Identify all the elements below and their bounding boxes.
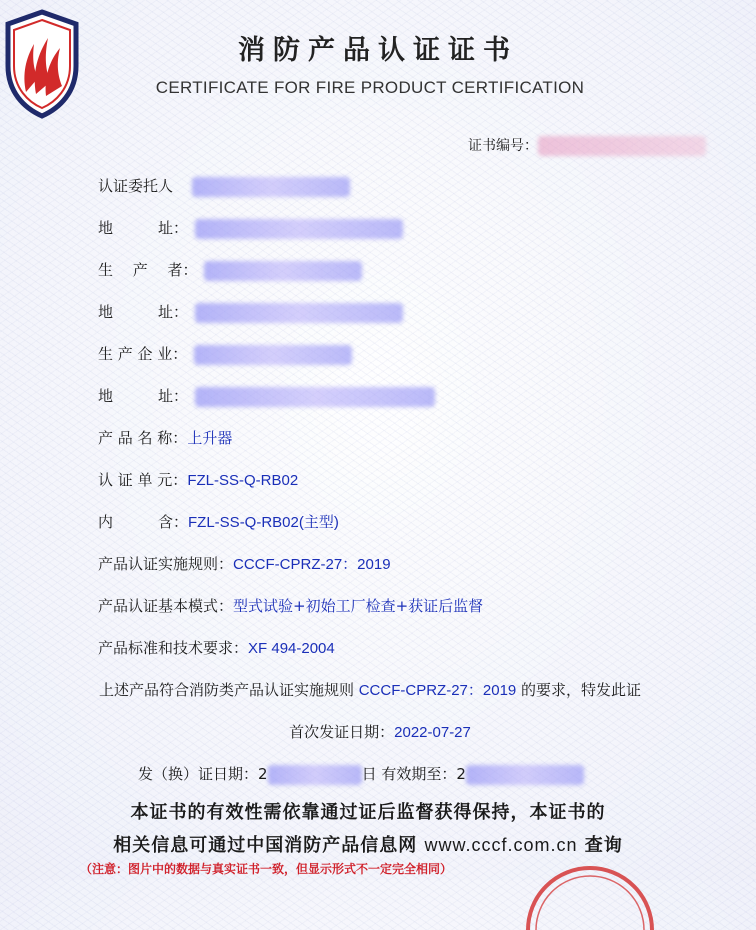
field-label: 产品认证基本模式： — [98, 597, 234, 615]
field-production-enterprise — [98, 343, 352, 365]
certificate-number-label: 证书编号： — [468, 138, 538, 154]
field-enterprise-address — [98, 385, 435, 407]
certificate-title-cn: 消防产品认证证书 — [238, 35, 518, 66]
field-certification-mode — [98, 595, 483, 617]
field-manufacturer — [98, 259, 362, 281]
field-value: FZL-SS-Q-RB02 — [187, 472, 299, 489]
redacted-value — [194, 345, 352, 365]
certificate-title-en: CERTIFICATE FOR FIRE PRODUCT CERTIFICATION — [155, 78, 585, 97]
redacted-value — [195, 219, 403, 239]
field-label: 地 址： — [98, 387, 189, 405]
official-seal-icon — [520, 850, 660, 930]
redacted-certificate-number — [538, 136, 706, 156]
redacted-value — [192, 177, 350, 197]
field-label: 认 证 单 元： — [98, 471, 188, 489]
field-label: 生 产 者： — [98, 261, 198, 279]
field-certification-unit — [98, 469, 298, 491]
issue-date-start: 2 — [258, 765, 268, 783]
redacted-valid-until — [466, 765, 584, 785]
notice-text-b: 查询 — [577, 835, 623, 856]
field-value: FZL-SS-Q-RB02(主型) — [188, 514, 339, 531]
field-label: 生 产 企 业： — [98, 345, 188, 363]
field-value: 型式试验+初始工厂检查+获证后监督 — [233, 597, 484, 615]
validity-notice-line1: 本证书的有效性需依靠通过证后监督获得保持，本证书的 — [130, 802, 606, 823]
conformity-rule: CCCF-CPRZ-27：2019 — [358, 682, 517, 699]
redacted-value — [204, 261, 362, 281]
valid-until-start: 2 — [456, 765, 466, 783]
valid-until-label: 有效期至： — [381, 765, 457, 783]
field-label: 地 址： — [98, 219, 189, 237]
issue-date-label: 发（换）证日期： — [138, 765, 259, 783]
first-issue-date — [10, 721, 750, 743]
field-label: 产品认证实施规则： — [98, 555, 234, 573]
info-website-link[interactable]: www.cccf.com.cn — [424, 835, 578, 855]
field-label: 产 品 名 称： — [98, 429, 188, 447]
issue-date-end: 日 — [361, 765, 377, 783]
field-manufacturer-address — [98, 301, 403, 323]
field-label: 内 含： — [98, 513, 189, 531]
field-standard — [98, 637, 335, 659]
field-implementation-rule — [98, 553, 391, 575]
field-contains — [98, 511, 339, 533]
certificate-number — [468, 135, 706, 156]
field-value: 上升器 — [187, 429, 233, 447]
first-issue-label: 首次发证日期： — [289, 723, 395, 741]
conformity-suffix: 的要求，特发此证 — [516, 681, 642, 699]
field-applicant — [98, 175, 350, 197]
field-label: 认证委托人 — [98, 177, 174, 195]
redacted-value — [195, 303, 403, 323]
conformity-statement — [0, 679, 740, 701]
field-product-name — [98, 427, 232, 449]
issue-validity-line — [138, 763, 584, 785]
field-label: 产品标准和技术要求： — [98, 639, 249, 657]
redacted-value — [195, 387, 435, 407]
disclaimer-note: （注意：图片中的数据与真实证书一致，但显示形式不一定完全相同） — [80, 862, 453, 876]
field-value: CCCF-CPRZ-27：2019 — [233, 556, 391, 573]
field-value: XF 494-2004 — [248, 640, 335, 657]
redacted-issue-date — [268, 765, 362, 785]
conformity-prefix: 上述产品符合消防类产品认证实施规则 — [98, 681, 359, 699]
field-label: 地 址： — [98, 303, 189, 321]
first-issue-value: 2022-07-27 — [394, 724, 471, 741]
field-applicant-address — [98, 217, 403, 239]
notice-text-a: 相关信息可通过中国消防产品信息网 — [113, 835, 425, 856]
